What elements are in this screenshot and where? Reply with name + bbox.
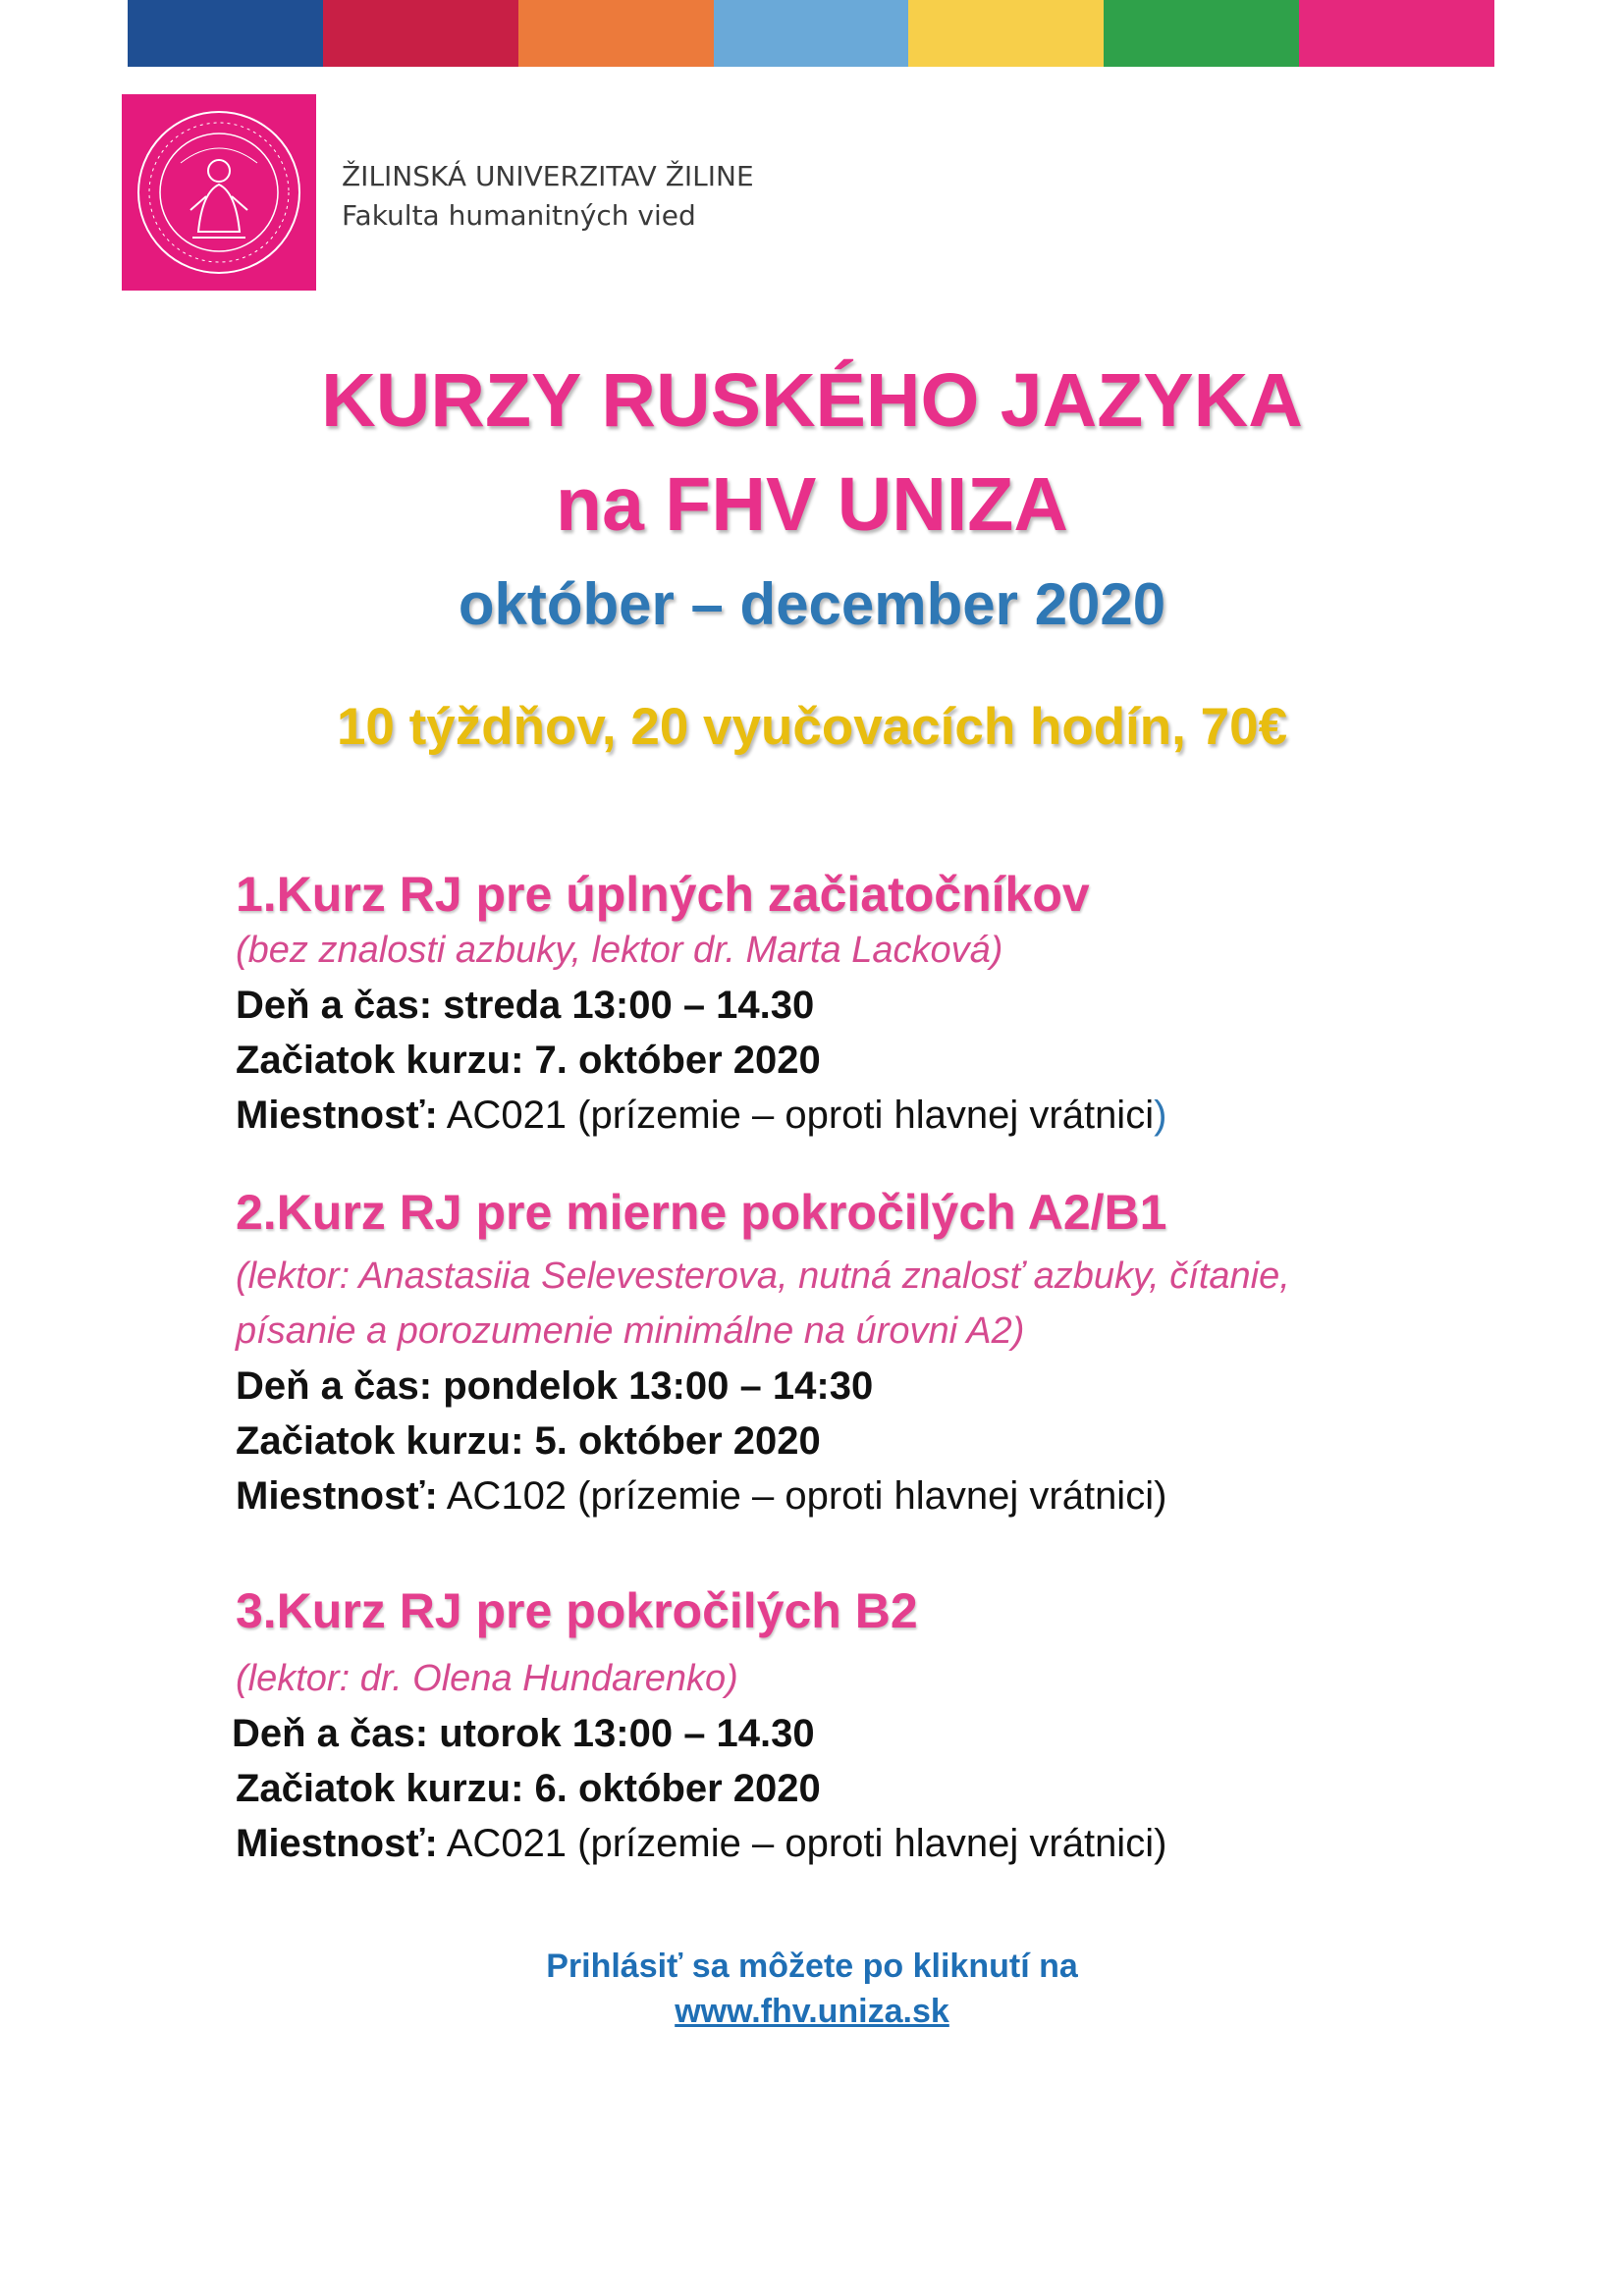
course-1-start — [236, 1033, 1551, 1088]
university-name-block — [342, 157, 754, 236]
color-stripe-bar — [128, 0, 1494, 67]
course-1-note: (bez znalosti azbuky, lektor dr. Marta Lacková) — [236, 930, 1003, 971]
course-1-start-label: Začiatok kurzu: — [236, 1039, 524, 1082]
course-3-room — [236, 1816, 1551, 1871]
course-2-day-value: pondelok 13:00 – 14:30 — [443, 1364, 874, 1408]
course-2-title: Kurz RJ pre mierne pokročilých A2/B1 — [276, 1185, 1167, 1240]
university-seal-icon — [122, 94, 316, 291]
course-1-title: Kurz RJ pre úplných začiatočníkov — [276, 867, 1090, 922]
course-2-number: 2. — [236, 1185, 277, 1240]
course-3-start-value: 6. október 2020 — [534, 1767, 821, 1810]
course-2-room-value: AC102 (prízemie – oproti hlavnej vrátnici) — [446, 1474, 1167, 1518]
faculty-name: Fakulta humanitných vied — [342, 199, 696, 232]
course-2-start-label: Začiatok kurzu: — [236, 1419, 524, 1463]
course-3-number: 3. — [236, 1583, 277, 1638]
course-3-day-value: utorok 13:00 – 14.30 — [439, 1712, 815, 1755]
course-2-note-line-1: (lektor: Anastasiia Selevesterova, nutná znalosť azbuky, čítanie, — [236, 1255, 1290, 1297]
course-3-room-value: AC021 (prízemie – oproti hlavnej vrátnici) — [446, 1822, 1167, 1865]
signup-text: Prihlásiť sa môžete po kliknutí na — [546, 1948, 1078, 1985]
stripe-segment-green — [1104, 0, 1299, 67]
course-1-number: 1. — [236, 867, 277, 922]
course-details: 10 týždňov, 20 vyučovacích hodín, 70€ — [336, 698, 1288, 756]
course-1-heading — [236, 866, 1551, 923]
course-1-day-time — [236, 978, 1551, 1033]
stripe-segment-orange — [518, 0, 714, 67]
course-2-note-line-2: písanie a porozumenie minimálne na úrovni A2) — [236, 1310, 1025, 1352]
course-1-room-value: AC021 (prízemie – oproti hlavnej vrátnici — [446, 1094, 1155, 1137]
stripe-segment-magenta — [1299, 0, 1494, 67]
course-3-heading — [236, 1582, 1551, 1639]
stripe-segment-yellow — [908, 0, 1104, 67]
course-1 — [236, 866, 1551, 1143]
course-2-day-time — [236, 1359, 1551, 1414]
course-3-start — [236, 1761, 1551, 1816]
main-title-line-2: na FHV UNIZA — [556, 462, 1068, 547]
course-3-day-label: Deň a čas: — [232, 1712, 429, 1755]
stripe-segment-blue — [128, 0, 323, 67]
stripe-segment-red — [323, 0, 518, 67]
course-1-day-value: streda 13:00 – 14.30 — [443, 984, 815, 1027]
course-3 — [232, 1582, 1551, 1871]
course-3-room-label: Miestnosť: — [236, 1822, 438, 1865]
signup-link[interactable]: www.fhv.uniza.sk — [675, 1993, 949, 2030]
course-1-room-label: Miestnosť: — [236, 1094, 438, 1137]
course-2-heading — [236, 1184, 1551, 1241]
main-title-line-1: KURZY RUSKÉHO JAZYKA — [321, 358, 1303, 443]
course-3-title: Kurz RJ pre pokročilých B2 — [276, 1583, 918, 1638]
stripe-segment-lightblue — [714, 0, 909, 67]
course-period: október – december 2020 — [458, 571, 1166, 637]
course-2 — [236, 1184, 1551, 1523]
course-1-start-value: 7. október 2020 — [534, 1039, 821, 1082]
course-1-day-label: Deň a čas: — [236, 984, 433, 1027]
course-1-room-close: ) — [1154, 1094, 1167, 1137]
course-2-start — [236, 1414, 1551, 1468]
university-name: ŽILINSKÁ UNIVERZITAV ŽILINE — [342, 160, 754, 192]
course-1-room — [236, 1088, 1551, 1143]
course-2-room — [236, 1468, 1551, 1523]
course-2-room-label: Miestnosť: — [236, 1474, 438, 1518]
course-2-day-label: Deň a čas: — [236, 1364, 433, 1408]
course-3-day-time — [232, 1706, 1551, 1761]
course-3-note: (lektor: dr. Olena Hundarenko) — [236, 1658, 738, 1699]
course-3-start-label: Začiatok kurzu: — [236, 1767, 524, 1810]
course-2-start-value: 5. október 2020 — [534, 1419, 821, 1463]
signup-link-wrap — [0, 1989, 1624, 2034]
